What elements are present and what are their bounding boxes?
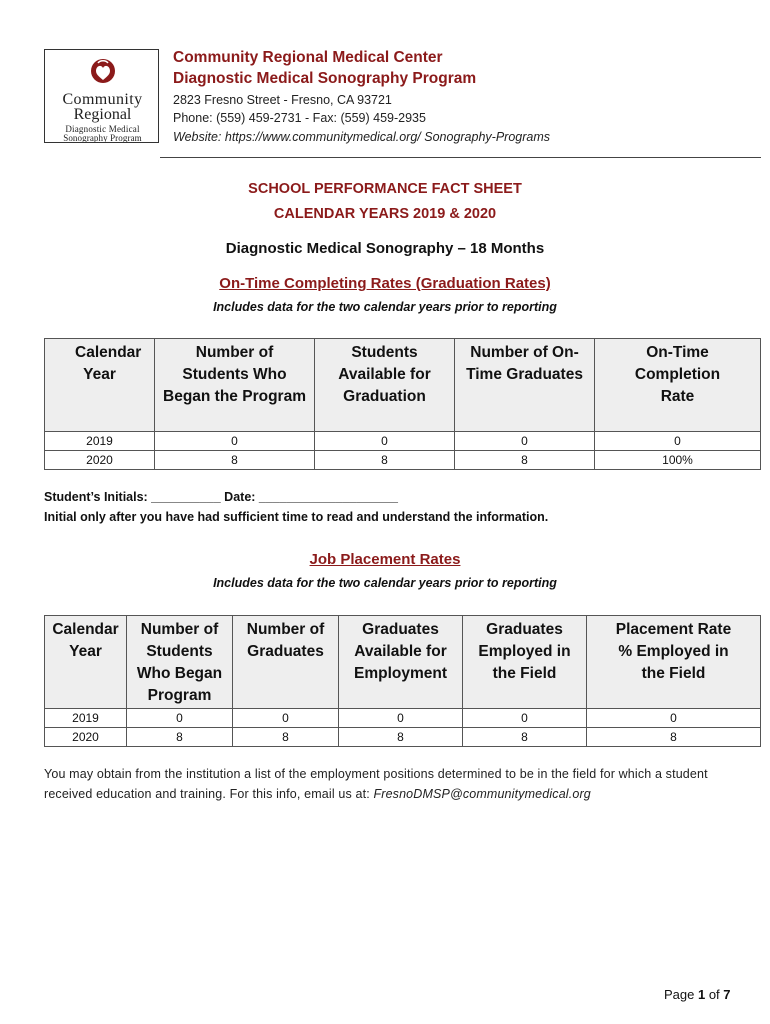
header-divider	[160, 157, 761, 158]
table-cell: 2020	[45, 728, 127, 747]
organization-logo	[44, 49, 159, 143]
column-header: Number of On-Time Graduates	[455, 339, 595, 432]
logo-text-line: Community	[62, 91, 143, 108]
initials-instruction: Initial only after you have had sufficient time to read and understand the information.	[44, 510, 549, 524]
column-header: Calendar Year	[45, 339, 155, 432]
table-cell: 8	[233, 728, 339, 747]
table-header-row	[45, 616, 761, 709]
phone-fax: Phone: (559) 459-2731 - Fax: (559) 459-2935	[173, 111, 426, 125]
column-header: Placement Rate % Employed in the Field	[587, 616, 761, 709]
employment-info-paragraph	[44, 764, 744, 804]
website: Website: https://www.communitymedical.org/ Sonography-Programs	[173, 130, 551, 144]
page-number	[664, 987, 731, 1002]
column-header: Graduates Employed in the Field	[463, 616, 587, 709]
column-header: Calendar Year	[45, 616, 127, 709]
table-cell: 8	[455, 451, 595, 470]
employment-info-text: You may obtain from the institution a list of the employment positions determined to be in the field for which a student received education and training. For this info, email us at:	[44, 767, 708, 801]
table-row	[45, 728, 761, 747]
section-heading-job-placement: Job Placement Rates	[309, 551, 461, 568]
document-title: SCHOOL PERFORMANCE FACT SHEET	[248, 181, 522, 197]
column-header: Number of Graduates	[233, 616, 339, 709]
table-row	[45, 709, 761, 728]
logo-text-line: Regional	[73, 106, 132, 123]
table-cell: 8	[587, 728, 761, 747]
column-header: Number of Students Who Began Program	[127, 616, 233, 709]
heart-icon	[87, 54, 119, 86]
column-header: Students Available for Graduation	[315, 339, 455, 432]
table-cell: 0	[339, 709, 463, 728]
table-row	[45, 432, 761, 451]
organization-name: Community Regional Medical Center	[173, 49, 443, 66]
table-cell: 0	[463, 709, 587, 728]
page-current: 1	[697, 987, 706, 1002]
table-cell: 0	[455, 432, 595, 451]
table-cell: 2020	[45, 451, 155, 470]
job-placement-table	[44, 615, 761, 747]
table-row	[45, 451, 761, 470]
page-prefix: Page	[664, 987, 698, 1002]
section-heading-graduation-rates: On-Time Completing Rates (Graduation Rates)	[219, 275, 551, 292]
table-cell: 0	[315, 432, 455, 451]
program-name: Diagnostic Medical Sonography Program	[173, 70, 477, 87]
table-cell: 8	[315, 451, 455, 470]
logo-text-line: Sonography Program	[63, 133, 142, 143]
page-of: of	[705, 987, 724, 1002]
table-cell: 2019	[45, 709, 127, 728]
table-cell: 0	[155, 432, 315, 451]
column-header: Graduates Available for Employment	[339, 616, 463, 709]
column-header: On-Time Completion Rate	[595, 339, 761, 432]
table-cell: 2019	[45, 432, 155, 451]
table-cell: 8	[155, 451, 315, 470]
contact-email-link[interactable]: FresnoDMSP@communitymedical.org	[373, 787, 591, 801]
column-header: Number of Students Who Began the Program	[155, 339, 315, 432]
program-subtitle: Diagnostic Medical Sonography – 18 Months	[225, 240, 545, 257]
logo-text-line: Diagnostic Medical	[65, 124, 140, 134]
page-total: 7	[723, 987, 731, 1002]
table-cell: 8	[127, 728, 233, 747]
graduation-rates-table	[44, 338, 761, 470]
table-cell: 0	[587, 709, 761, 728]
address: 2823 Fresno Street - Fresno, CA 93721	[173, 93, 392, 107]
section-note: Includes data for the two calendar years prior to reporting	[213, 300, 557, 314]
table-cell: 100%	[595, 451, 761, 470]
document-title-years: CALENDAR YEARS 2019 & 2020	[273, 206, 497, 222]
table-cell: 0	[595, 432, 761, 451]
table-cell: 0	[127, 709, 233, 728]
initials-date-field[interactable]: Student’s Initials: __________ Date: ____________________	[44, 490, 398, 504]
table-cell: 8	[463, 728, 587, 747]
section-note: Includes data for the two calendar years prior to reporting	[213, 576, 557, 590]
table-header-row	[45, 339, 761, 432]
table-cell: 8	[339, 728, 463, 747]
table-cell: 0	[233, 709, 339, 728]
